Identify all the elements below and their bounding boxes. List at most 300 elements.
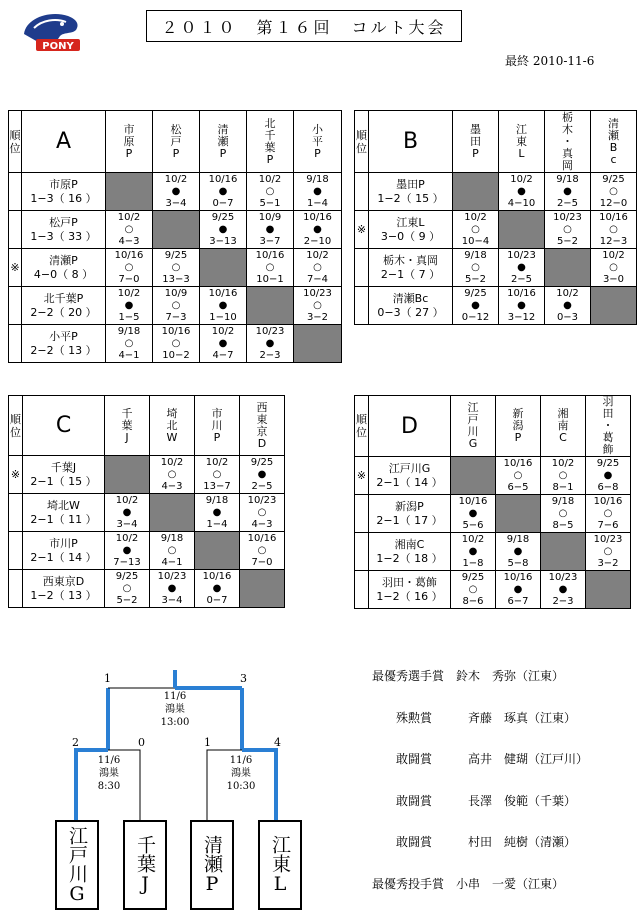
match-cell	[294, 287, 342, 325]
team-record: 2−1（ 14 ）	[376, 475, 443, 489]
match-score: 8−1	[552, 481, 574, 493]
semi1-info	[84, 754, 134, 793]
column-header: 千 葉 J	[105, 396, 150, 456]
match-cell	[453, 287, 499, 325]
match-score: 4−10	[507, 197, 536, 209]
table-row	[9, 173, 342, 211]
match-result: ○	[609, 185, 618, 197]
match-result: ●	[257, 468, 267, 480]
match-result: ○	[603, 545, 613, 557]
match-result: ●	[167, 582, 177, 594]
team-record: 2−1（ 14 ）	[30, 550, 97, 564]
match-result: ●	[218, 299, 228, 311]
match-cell	[496, 533, 541, 571]
match-score: 3−4	[116, 518, 138, 530]
self-match-cell	[586, 571, 631, 609]
team-record: 1−3（ 33 ）	[30, 229, 97, 243]
group-label: A	[22, 111, 106, 173]
match-date: 10/2	[160, 456, 184, 468]
match-cell	[451, 533, 496, 571]
match-date: 9/25	[602, 173, 625, 185]
match-cell	[451, 495, 496, 533]
award-item	[372, 667, 564, 684]
match-result: ●	[122, 544, 132, 556]
match-date: 9/25	[461, 571, 485, 583]
match-score: 10−1	[256, 273, 284, 285]
rank-header: 順位	[9, 111, 22, 173]
match-result: ●	[265, 223, 275, 235]
match-date: 9/25	[596, 457, 620, 469]
self-match-cell	[294, 325, 342, 363]
match-date: 10/23	[507, 249, 536, 261]
match-date: 9/18	[556, 173, 579, 185]
team-name: 千葉J	[50, 460, 77, 474]
match-score: 0−12	[461, 311, 490, 323]
match-score: 2−10	[303, 235, 332, 247]
rank-mark	[9, 287, 22, 325]
team-name: 清瀬Bc	[392, 291, 429, 305]
match-cell	[150, 570, 195, 608]
match-score: 0−3	[556, 311, 579, 323]
team-name: 西東京D	[42, 574, 85, 588]
award-item	[396, 833, 576, 850]
table-row	[355, 495, 631, 533]
group-d-table	[354, 395, 631, 609]
column-header: 清 瀬 B c	[591, 111, 637, 173]
match-result: ●	[517, 299, 526, 311]
table-row	[9, 211, 342, 249]
rank-header: 順位	[355, 396, 369, 457]
self-match-cell	[453, 173, 499, 211]
match-date: 10/23	[157, 570, 187, 582]
match-score: 1−8	[462, 557, 484, 569]
match-cell	[247, 211, 294, 249]
match-cell	[545, 287, 591, 325]
rank-mark	[355, 173, 369, 211]
award-title: 敢闘賞	[396, 835, 433, 849]
match-result: ●	[313, 185, 322, 197]
match-score: 6−5	[507, 481, 529, 493]
column-header: 江 戸 川 G	[451, 396, 496, 457]
logo-text: PONY	[42, 41, 74, 52]
match-score: 5−6	[462, 519, 484, 531]
semi2-date: 11/6	[229, 755, 253, 766]
match-result: ●	[513, 545, 523, 557]
award-title: 敢闘賞	[396, 794, 433, 808]
match-result: ○	[167, 544, 177, 556]
column-header: 市 原 P	[106, 111, 153, 173]
match-cell	[499, 249, 545, 287]
match-cell	[294, 173, 342, 211]
match-score: 6−7	[507, 595, 529, 607]
column-header: 江 東 L	[499, 111, 545, 173]
match-date: 10/16	[593, 495, 623, 507]
match-cell	[586, 533, 631, 571]
team-record: 1−2（ 16 ）	[376, 589, 443, 603]
match-cell	[247, 173, 294, 211]
rank-mark	[9, 173, 22, 211]
self-match-cell	[499, 211, 545, 249]
award-title: 最優秀投手賞	[372, 877, 445, 891]
match-score: 3−7	[259, 235, 281, 247]
award-winner: 小串 一愛（江東）	[456, 877, 565, 891]
match-date: 10/2	[551, 457, 575, 469]
match-date: 10/16	[503, 457, 533, 469]
match-cell	[106, 249, 153, 287]
match-score: 5−2	[464, 273, 487, 285]
team-cell	[22, 287, 106, 325]
match-cell	[106, 287, 153, 325]
match-date: 10/16	[303, 211, 332, 223]
match-score: 1−4	[306, 197, 329, 209]
match-score: 2−3	[552, 595, 574, 607]
match-date: 10/2	[164, 173, 188, 185]
match-result: ○	[609, 261, 618, 273]
match-cell	[200, 211, 247, 249]
match-score: 7−6	[597, 519, 619, 531]
match-result: ●	[212, 506, 222, 518]
group-a-table	[8, 110, 342, 363]
match-date: 10/2	[464, 211, 487, 223]
award-title: 殊勲賞	[396, 711, 433, 725]
match-date: 9/25	[250, 456, 274, 468]
pony-logo	[10, 8, 94, 54]
table-row	[9, 287, 342, 325]
bracket-team-4: 江東L	[258, 820, 302, 910]
match-result: ○	[124, 261, 134, 273]
group-b-table	[354, 110, 637, 325]
semi2-time: 10:30	[226, 781, 256, 792]
self-match-cell	[106, 173, 153, 211]
match-cell	[195, 570, 240, 608]
match-date: 10/23	[593, 533, 623, 545]
match-date: 10/23	[553, 211, 582, 223]
semi2-score-left: 1	[204, 736, 211, 749]
match-score: 7−13	[113, 556, 141, 568]
rank-mark	[355, 249, 369, 287]
team-cell	[369, 533, 451, 571]
match-cell	[541, 571, 586, 609]
match-result: ●	[212, 582, 222, 594]
match-result: ○	[558, 469, 568, 481]
match-result: ●	[218, 223, 228, 235]
match-cell	[153, 249, 200, 287]
match-score: 3−2	[306, 311, 329, 323]
group-label: C	[23, 396, 105, 456]
match-score: 5−8	[507, 557, 529, 569]
match-date: 10/2	[115, 494, 139, 506]
team-record: 3−0（ 9 ）	[380, 229, 441, 243]
team-record: 2−2（ 13 ）	[30, 343, 97, 357]
self-match-cell	[545, 249, 591, 287]
match-cell	[294, 211, 342, 249]
team-record: 2−1（ 7 ）	[380, 267, 441, 281]
match-result: ●	[558, 583, 568, 595]
self-match-cell	[200, 249, 247, 287]
match-date: 10/23	[548, 571, 578, 583]
column-header: 栃 木 ・ 真 岡	[545, 111, 591, 173]
match-score: 4−3	[251, 518, 273, 530]
match-score: 3−12	[507, 311, 536, 323]
match-score: 5−2	[556, 235, 579, 247]
match-cell	[153, 173, 200, 211]
match-date: 10/16	[599, 211, 628, 223]
team-name: 羽田・葛飾	[382, 575, 437, 589]
match-cell	[240, 532, 285, 570]
self-match-cell	[541, 533, 586, 571]
rank-mark	[9, 325, 22, 363]
match-cell	[150, 456, 195, 494]
team-record: 1−2（ 13 ）	[30, 588, 97, 602]
match-result: ○	[265, 261, 275, 273]
column-header: 北 千 葉 P	[247, 111, 294, 173]
match-date: 9/25	[211, 211, 235, 223]
team-cell	[369, 495, 451, 533]
match-score: 8−6	[462, 595, 484, 607]
match-cell	[586, 457, 631, 495]
match-date: 10/2	[211, 325, 235, 337]
last-updated: 最終 2010-11-6	[505, 54, 595, 68]
rank-mark	[9, 570, 23, 608]
column-header: 湘 南 C	[541, 396, 586, 457]
match-score: 0−7	[206, 594, 228, 606]
table-row	[355, 249, 637, 287]
match-cell	[591, 173, 637, 211]
team-cell	[369, 571, 451, 609]
column-header: 清 瀬 P	[200, 111, 247, 173]
table-row	[9, 570, 285, 608]
match-date: 10/16	[114, 249, 144, 261]
match-score: 3−13	[209, 235, 237, 247]
bracket-team-1: 江戸川G	[55, 820, 99, 910]
table-row	[355, 287, 637, 325]
match-result: ○	[313, 261, 322, 273]
match-result: ○	[265, 185, 275, 197]
match-cell	[545, 173, 591, 211]
team-cell	[369, 249, 453, 287]
team-cell	[22, 249, 106, 287]
rank-mark: ※	[355, 457, 369, 495]
match-cell	[200, 173, 247, 211]
match-date: 9/18	[551, 495, 575, 507]
column-header: 西 東 京 D	[240, 396, 285, 456]
rank-mark	[9, 494, 23, 532]
team-record: 2−1（ 11 ）	[30, 512, 97, 526]
match-result: ●	[122, 506, 132, 518]
self-match-cell	[153, 211, 200, 249]
match-score: 4−3	[161, 480, 183, 492]
award-winner: 高井 健瑚（江戸川）	[468, 752, 589, 766]
match-cell	[541, 457, 586, 495]
match-score: 4−3	[118, 235, 140, 247]
match-result: ○	[124, 337, 134, 349]
table-row	[355, 457, 631, 495]
match-score: 13−3	[162, 273, 190, 285]
match-result: ●	[513, 583, 523, 595]
rank-mark	[355, 533, 369, 571]
match-cell	[453, 211, 499, 249]
match-cell	[591, 211, 637, 249]
match-date: 10/16	[503, 571, 533, 583]
match-cell	[105, 532, 150, 570]
self-match-cell	[105, 456, 150, 494]
match-result: ○	[171, 337, 181, 349]
match-cell	[106, 211, 153, 249]
match-score: 12−0	[599, 197, 628, 209]
group-label: D	[369, 396, 451, 457]
page-title: ２０１０ 第１６回 コルト大会	[146, 10, 462, 42]
team-cell	[369, 211, 453, 249]
award-item	[372, 875, 564, 892]
award-item	[396, 750, 588, 767]
self-match-cell	[240, 570, 285, 608]
team-name: 清瀬P	[49, 253, 78, 267]
self-match-cell	[195, 532, 240, 570]
semi2-info	[216, 754, 266, 793]
team-cell	[23, 532, 105, 570]
self-match-cell	[451, 457, 496, 495]
team-cell	[23, 494, 105, 532]
table-row	[9, 325, 342, 363]
table-row	[355, 571, 631, 609]
match-result: ●	[471, 299, 480, 311]
match-result: ○	[257, 506, 267, 518]
match-result: ●	[124, 299, 134, 311]
match-date: 9/18	[117, 325, 141, 337]
match-cell	[545, 211, 591, 249]
bracket-team-3: 清瀬P	[190, 820, 234, 910]
match-result: ○	[563, 223, 572, 235]
match-score: 8−5	[552, 519, 574, 531]
match-date: 10/9	[164, 287, 188, 299]
match-result: ○	[313, 299, 322, 311]
match-result: ○	[124, 223, 134, 235]
match-result: ○	[212, 468, 222, 480]
match-score: 12−3	[599, 235, 628, 247]
match-result: ○	[122, 582, 132, 594]
award-winner: 長澤 俊範（千葉）	[468, 794, 577, 808]
match-result: ○	[171, 299, 181, 311]
match-score: 4−1	[118, 349, 140, 361]
match-cell	[541, 495, 586, 533]
rank-mark	[355, 571, 369, 609]
team-name: 墨田P	[396, 177, 425, 191]
rank-mark	[355, 287, 369, 325]
team-name: 江東L	[396, 215, 425, 229]
rank-mark: ※	[355, 211, 369, 249]
semi1-score-left: 2	[72, 736, 79, 749]
match-date: 10/2	[117, 287, 141, 299]
self-match-cell	[247, 287, 294, 325]
match-date: 10/16	[208, 287, 238, 299]
team-cell	[23, 570, 105, 608]
match-date: 10/2	[556, 287, 579, 299]
award-winner: 斉藤 琢真（江東）	[468, 711, 577, 725]
match-cell	[586, 495, 631, 533]
match-date: 10/23	[255, 325, 285, 337]
table-row	[355, 211, 637, 249]
match-result: ●	[563, 185, 572, 197]
column-header: 市 川 P	[195, 396, 240, 456]
match-score: 4−1	[161, 556, 183, 568]
award-item	[396, 792, 576, 809]
self-match-cell	[150, 494, 195, 532]
match-cell	[153, 287, 200, 325]
match-date: 10/2	[117, 211, 141, 223]
match-cell	[200, 325, 247, 363]
match-score: 1−10	[209, 311, 237, 323]
group-c-table	[8, 395, 285, 608]
team-record: 1−2（ 18 ）	[376, 551, 443, 565]
match-date: 9/25	[464, 287, 487, 299]
match-cell	[106, 325, 153, 363]
match-date: 10/2	[602, 249, 625, 261]
match-score: 1−5	[118, 311, 140, 323]
match-cell	[240, 456, 285, 494]
table-row	[355, 173, 637, 211]
bracket-team-2: 千葉J	[123, 820, 167, 910]
semi1-time: 8:30	[97, 781, 121, 792]
match-date: 9/25	[115, 570, 139, 582]
rank-mark: ※	[9, 456, 23, 494]
match-cell	[453, 249, 499, 287]
match-date: 10/16	[208, 173, 238, 185]
team-name: 小平P	[49, 329, 78, 343]
match-date: 9/18	[205, 494, 229, 506]
team-record: 2−2（ 20 ）	[30, 305, 97, 319]
match-cell	[496, 457, 541, 495]
match-cell	[499, 287, 545, 325]
team-name: 江戸川G	[388, 461, 431, 475]
match-result: ●	[468, 507, 478, 519]
team-record: 1−2（ 15 ）	[377, 191, 444, 205]
team-record: 2−1（ 17 ）	[376, 513, 443, 527]
match-result: ●	[218, 337, 228, 349]
rank-mark	[355, 495, 369, 533]
tournament-bracket	[0, 650, 360, 917]
team-cell	[22, 325, 106, 363]
match-score: 5−1	[259, 197, 281, 209]
match-score: 10−4	[461, 235, 490, 247]
match-cell	[105, 570, 150, 608]
team-name: 松戸P	[49, 215, 78, 229]
match-date: 9/18	[464, 249, 487, 261]
match-result: ○	[471, 223, 480, 235]
match-score: 7−0	[118, 273, 140, 285]
match-score: 3−4	[165, 197, 187, 209]
team-cell	[369, 173, 453, 211]
match-score: 3−4	[161, 594, 183, 606]
rank-header: 順位	[355, 111, 369, 173]
match-result: ●	[171, 185, 181, 197]
match-date: 10/2	[115, 532, 139, 544]
rank-mark	[9, 532, 23, 570]
team-record: 1−3（ 16 ）	[30, 191, 97, 205]
award-item	[396, 709, 576, 726]
match-score: 5−2	[116, 594, 138, 606]
match-cell	[496, 571, 541, 609]
team-cell	[22, 173, 106, 211]
final-info	[150, 690, 200, 729]
final-date: 11/6	[163, 691, 187, 702]
match-cell	[591, 249, 637, 287]
match-date: 10/16	[247, 532, 277, 544]
match-date: 10/2	[205, 456, 229, 468]
match-result: ●	[313, 223, 322, 235]
match-score: 7−4	[306, 273, 329, 285]
match-result: ○	[609, 223, 618, 235]
table-row	[9, 456, 285, 494]
